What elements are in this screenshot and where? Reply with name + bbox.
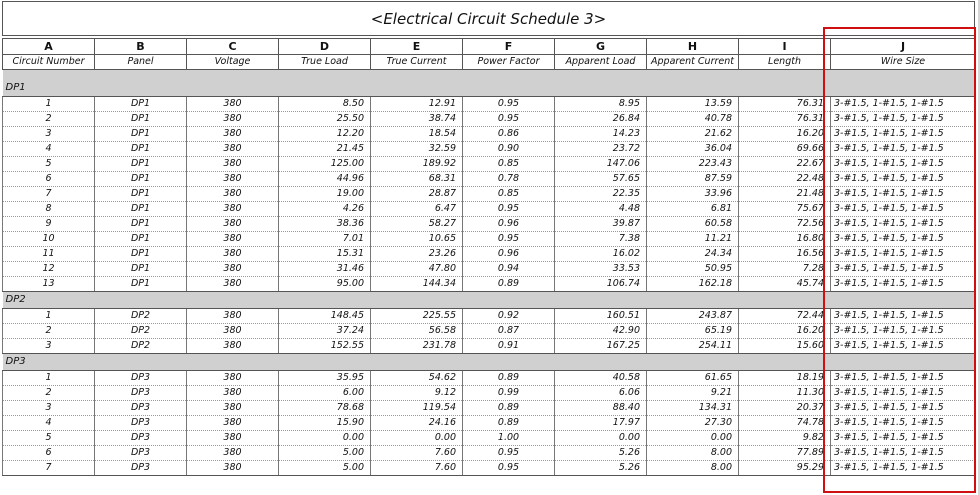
cell-power-factor[interactable]: 0.85	[463, 157, 555, 172]
group-header-dp2[interactable]	[3, 292, 976, 309]
cell-true-current[interactable]: 7.60	[371, 461, 463, 476]
group-label: DP2	[3, 292, 976, 309]
cell-apparent-load[interactable]: 14.23	[555, 127, 647, 142]
cell-apparent-load[interactable]: 160.51	[555, 309, 647, 324]
cell-power-factor[interactable]: 0.91	[463, 339, 555, 354]
cell-wire-size[interactable]: 3-#1.5, 1-#1.5, 1-#1.5	[831, 187, 976, 202]
cell-panel[interactable]: DP1	[95, 202, 187, 217]
cell-panel[interactable]: DP2	[95, 339, 187, 354]
table-row[interactable]	[3, 371, 976, 386]
cell-apparent-current[interactable]: 36.04	[647, 142, 739, 157]
cell-wire-size[interactable]: 3-#1.5, 1-#1.5, 1-#1.5	[831, 324, 976, 339]
cell-panel[interactable]: DP3	[95, 461, 187, 476]
schedule-title: <Electrical Circuit Schedule 3>	[2, 1, 975, 36]
column-letter-f[interactable]: F	[463, 39, 555, 55]
cell-true-current[interactable]: 24.16	[371, 416, 463, 431]
cell-length[interactable]: 9.82	[739, 431, 831, 446]
cell-voltage[interactable]: 380	[187, 217, 279, 232]
cell-wire-size[interactable]: 3-#1.5, 1-#1.5, 1-#1.5	[831, 127, 976, 142]
cell-true-current[interactable]: 119.54	[371, 401, 463, 416]
cell-circuit-number[interactable]: 2	[3, 386, 95, 401]
cell-power-factor[interactable]: 0.85	[463, 187, 555, 202]
header-gap	[3, 70, 976, 80]
cell-panel[interactable]: DP1	[95, 187, 187, 202]
cell-true-load[interactable]: 78.68	[279, 401, 371, 416]
cell-voltage[interactable]: 380	[187, 324, 279, 339]
cell-true-load[interactable]: 15.31	[279, 247, 371, 262]
cell-wire-size[interactable]: 3-#1.5, 1-#1.5, 1-#1.5	[831, 277, 976, 292]
table-row[interactable]	[3, 97, 976, 112]
cell-circuit-number[interactable]: 1	[3, 97, 95, 112]
table-row[interactable]	[3, 446, 976, 461]
cell-apparent-load[interactable]: 5.26	[555, 446, 647, 461]
cell-true-load[interactable]: 6.00	[279, 386, 371, 401]
cell-power-factor[interactable]: 0.89	[463, 416, 555, 431]
cell-panel[interactable]: DP1	[95, 127, 187, 142]
cell-wire-size[interactable]: 3-#1.5, 1-#1.5, 1-#1.5	[831, 461, 976, 476]
cell-power-factor[interactable]: 0.96	[463, 217, 555, 232]
table-row[interactable]	[3, 172, 976, 187]
cell-wire-size[interactable]: 3-#1.5, 1-#1.5, 1-#1.5	[831, 371, 976, 386]
cell-apparent-load[interactable]: 7.38	[555, 232, 647, 247]
cell-power-factor[interactable]: 0.92	[463, 309, 555, 324]
cell-panel[interactable]: DP3	[95, 371, 187, 386]
cell-apparent-current[interactable]: 27.30	[647, 416, 739, 431]
cell-true-load[interactable]: 95.00	[279, 277, 371, 292]
cell-voltage[interactable]: 380	[187, 97, 279, 112]
table-row[interactable]	[3, 217, 976, 232]
cell-apparent-current[interactable]: 21.62	[647, 127, 739, 142]
cell-length[interactable]: 16.80	[739, 232, 831, 247]
cell-apparent-current[interactable]: 254.11	[647, 339, 739, 354]
cell-wire-size[interactable]: 3-#1.5, 1-#1.5, 1-#1.5	[831, 386, 976, 401]
cell-length[interactable]: 75.67	[739, 202, 831, 217]
column-letter-h[interactable]: H	[647, 39, 739, 55]
cell-power-factor[interactable]: 0.95	[463, 202, 555, 217]
cell-apparent-load[interactable]: 106.74	[555, 277, 647, 292]
cell-true-load[interactable]: 15.90	[279, 416, 371, 431]
table-row[interactable]	[3, 309, 976, 324]
cell-true-load[interactable]: 0.00	[279, 431, 371, 446]
cell-length[interactable]: 21.48	[739, 187, 831, 202]
cell-length[interactable]: 77.89	[739, 446, 831, 461]
table-row[interactable]	[3, 401, 976, 416]
table-row[interactable]	[3, 339, 976, 354]
cell-true-load[interactable]: 12.20	[279, 127, 371, 142]
column-letter-j[interactable]: J	[831, 39, 976, 55]
cell-length[interactable]: 16.20	[739, 324, 831, 339]
cell-circuit-number[interactable]: 2	[3, 112, 95, 127]
cell-apparent-current[interactable]: 9.21	[647, 386, 739, 401]
cell-circuit-number[interactable]: 3	[3, 401, 95, 416]
column-header[interactable]: Apparent Current	[647, 55, 739, 70]
cell-length[interactable]: 76.31	[739, 97, 831, 112]
cell-apparent-load[interactable]: 39.87	[555, 217, 647, 232]
table-row[interactable]	[3, 247, 976, 262]
cell-voltage[interactable]: 380	[187, 277, 279, 292]
cell-apparent-current[interactable]: 61.65	[647, 371, 739, 386]
schedule-table	[2, 38, 976, 476]
cell-voltage[interactable]: 380	[187, 247, 279, 262]
cell-circuit-number[interactable]: 13	[3, 277, 95, 292]
cell-power-factor[interactable]: 0.95	[463, 112, 555, 127]
cell-length[interactable]: 72.56	[739, 217, 831, 232]
cell-power-factor[interactable]: 0.90	[463, 142, 555, 157]
cell-circuit-number[interactable]: 3	[3, 127, 95, 142]
cell-length[interactable]: 74.78	[739, 416, 831, 431]
cell-apparent-current[interactable]: 65.19	[647, 324, 739, 339]
cell-true-current[interactable]: 231.78	[371, 339, 463, 354]
cell-length[interactable]: 16.20	[739, 127, 831, 142]
cell-circuit-number[interactable]: 9	[3, 217, 95, 232]
cell-circuit-number[interactable]: 3	[3, 339, 95, 354]
cell-apparent-current[interactable]: 223.43	[647, 157, 739, 172]
cell-true-current[interactable]: 38.74	[371, 112, 463, 127]
cell-true-current[interactable]: 18.54	[371, 127, 463, 142]
cell-true-load[interactable]: 21.45	[279, 142, 371, 157]
cell-true-load[interactable]: 35.95	[279, 371, 371, 386]
column-letter-b[interactable]: B	[95, 39, 187, 55]
cell-circuit-number[interactable]: 2	[3, 324, 95, 339]
table-row[interactable]	[3, 416, 976, 431]
cell-panel[interactable]: DP3	[95, 386, 187, 401]
table-row[interactable]	[3, 324, 976, 339]
group-header-dp3[interactable]	[3, 354, 976, 371]
cell-wire-size[interactable]: 3-#1.5, 1-#1.5, 1-#1.5	[831, 262, 976, 277]
cell-panel[interactable]: DP1	[95, 97, 187, 112]
column-header[interactable]: Power Factor	[463, 55, 555, 70]
cell-apparent-load[interactable]: 42.90	[555, 324, 647, 339]
column-letter-i[interactable]: I	[739, 39, 831, 55]
cell-apparent-current[interactable]: 8.00	[647, 461, 739, 476]
table-row[interactable]	[3, 461, 976, 476]
cell-voltage[interactable]: 380	[187, 112, 279, 127]
cell-power-factor[interactable]: 0.99	[463, 386, 555, 401]
cell-power-factor[interactable]: 1.00	[463, 431, 555, 446]
cell-true-current[interactable]: 6.47	[371, 202, 463, 217]
cell-length[interactable]: 15.60	[739, 339, 831, 354]
cell-apparent-current[interactable]: 60.58	[647, 217, 739, 232]
column-header[interactable]: True Load	[279, 55, 371, 70]
group-label: DP3	[3, 354, 976, 371]
table-row[interactable]	[3, 187, 976, 202]
cell-true-load[interactable]: 25.50	[279, 112, 371, 127]
column-header[interactable]: True Current	[371, 55, 463, 70]
cell-circuit-number[interactable]: 7	[3, 187, 95, 202]
cell-panel[interactable]: DP1	[95, 142, 187, 157]
group-label: DP1	[3, 80, 976, 97]
cell-apparent-load[interactable]: 26.84	[555, 112, 647, 127]
cell-power-factor[interactable]: 0.95	[463, 446, 555, 461]
table-row[interactable]	[3, 386, 976, 401]
cell-circuit-number[interactable]: 11	[3, 247, 95, 262]
cell-power-factor[interactable]: 0.86	[463, 127, 555, 142]
column-header[interactable]: Circuit Number	[3, 55, 95, 70]
column-letter-c[interactable]: C	[187, 39, 279, 55]
cell-voltage[interactable]: 380	[187, 371, 279, 386]
cell-panel[interactable]: DP1	[95, 157, 187, 172]
cell-apparent-load[interactable]: 8.95	[555, 97, 647, 112]
cell-power-factor[interactable]: 0.95	[463, 97, 555, 112]
cell-circuit-number[interactable]: 6	[3, 446, 95, 461]
cell-apparent-current[interactable]: 162.18	[647, 277, 739, 292]
cell-true-current[interactable]: 54.62	[371, 371, 463, 386]
cell-apparent-load[interactable]: 17.97	[555, 416, 647, 431]
cell-apparent-load[interactable]: 6.06	[555, 386, 647, 401]
group-header-dp1[interactable]	[3, 80, 976, 97]
cell-true-current[interactable]: 0.00	[371, 431, 463, 446]
cell-apparent-current[interactable]: 6.81	[647, 202, 739, 217]
cell-circuit-number[interactable]: 10	[3, 232, 95, 247]
cell-circuit-number[interactable]: 6	[3, 172, 95, 187]
cell-true-current[interactable]: 68.31	[371, 172, 463, 187]
cell-panel[interactable]: DP1	[95, 247, 187, 262]
cell-true-load[interactable]: 148.45	[279, 309, 371, 324]
table-row[interactable]	[3, 277, 976, 292]
cell-apparent-current[interactable]: 40.78	[647, 112, 739, 127]
cell-length[interactable]: 22.67	[739, 157, 831, 172]
table-row[interactable]	[3, 127, 976, 142]
cell-panel[interactable]: DP1	[95, 217, 187, 232]
column-header-row	[3, 55, 976, 70]
cell-power-factor[interactable]: 0.78	[463, 172, 555, 187]
cell-length[interactable]: 22.48	[739, 172, 831, 187]
cell-apparent-load[interactable]: 167.25	[555, 339, 647, 354]
cell-true-load[interactable]: 19.00	[279, 187, 371, 202]
cell-apparent-current[interactable]: 87.59	[647, 172, 739, 187]
cell-apparent-load[interactable]: 40.58	[555, 371, 647, 386]
cell-true-current[interactable]: 23.26	[371, 247, 463, 262]
cell-voltage[interactable]: 380	[187, 142, 279, 157]
cell-true-current[interactable]: 9.12	[371, 386, 463, 401]
cell-apparent-load[interactable]: 57.65	[555, 172, 647, 187]
cell-panel[interactable]: DP1	[95, 172, 187, 187]
cell-voltage[interactable]: 380	[187, 232, 279, 247]
cell-true-current[interactable]: 12.91	[371, 97, 463, 112]
table-row[interactable]	[3, 157, 976, 172]
cell-circuit-number[interactable]: 5	[3, 157, 95, 172]
cell-voltage[interactable]: 380	[187, 461, 279, 476]
cell-apparent-load[interactable]: 88.40	[555, 401, 647, 416]
cell-true-load[interactable]: 4.26	[279, 202, 371, 217]
cell-apparent-load[interactable]: 5.26	[555, 461, 647, 476]
cell-wire-size[interactable]: 3-#1.5, 1-#1.5, 1-#1.5	[831, 309, 976, 324]
cell-length[interactable]: 11.30	[739, 386, 831, 401]
cell-length[interactable]: 20.37	[739, 401, 831, 416]
cell-wire-size[interactable]: 3-#1.5, 1-#1.5, 1-#1.5	[831, 401, 976, 416]
cell-apparent-current[interactable]: 13.59	[647, 97, 739, 112]
cell-power-factor[interactable]: 0.89	[463, 371, 555, 386]
cell-panel[interactable]: DP2	[95, 324, 187, 339]
column-header[interactable]: Apparent Load	[555, 55, 647, 70]
column-letter-e[interactable]: E	[371, 39, 463, 55]
cell-length[interactable]: 72.44	[739, 309, 831, 324]
cell-circuit-number[interactable]: 4	[3, 142, 95, 157]
cell-true-current[interactable]: 225.55	[371, 309, 463, 324]
table-row[interactable]	[3, 202, 976, 217]
cell-length[interactable]: 7.28	[739, 262, 831, 277]
cell-voltage[interactable]: 380	[187, 386, 279, 401]
cell-true-load[interactable]: 5.00	[279, 461, 371, 476]
cell-true-load[interactable]: 125.00	[279, 157, 371, 172]
cell-apparent-load[interactable]: 22.35	[555, 187, 647, 202]
cell-circuit-number[interactable]: 1	[3, 371, 95, 386]
cell-wire-size[interactable]: 3-#1.5, 1-#1.5, 1-#1.5	[831, 247, 976, 262]
cell-true-current[interactable]: 144.34	[371, 277, 463, 292]
cell-power-factor[interactable]: 0.94	[463, 262, 555, 277]
cell-power-factor[interactable]: 0.89	[463, 401, 555, 416]
cell-wire-size[interactable]: 3-#1.5, 1-#1.5, 1-#1.5	[831, 232, 976, 247]
cell-circuit-number[interactable]: 4	[3, 416, 95, 431]
cell-wire-size[interactable]: 3-#1.5, 1-#1.5, 1-#1.5	[831, 431, 976, 446]
cell-true-current[interactable]: 32.59	[371, 142, 463, 157]
table-row[interactable]	[3, 232, 976, 247]
cell-wire-size[interactable]: 3-#1.5, 1-#1.5, 1-#1.5	[831, 157, 976, 172]
cell-voltage[interactable]: 380	[187, 309, 279, 324]
column-letter-g[interactable]: G	[555, 39, 647, 55]
cell-apparent-current[interactable]: 24.34	[647, 247, 739, 262]
cell-power-factor[interactable]: 0.87	[463, 324, 555, 339]
cell-true-load[interactable]: 31.46	[279, 262, 371, 277]
cell-wire-size[interactable]: 3-#1.5, 1-#1.5, 1-#1.5	[831, 339, 976, 354]
cell-true-current[interactable]: 56.58	[371, 324, 463, 339]
cell-true-load[interactable]: 38.36	[279, 217, 371, 232]
cell-voltage[interactable]: 380	[187, 157, 279, 172]
cell-true-load[interactable]: 44.96	[279, 172, 371, 187]
cell-voltage[interactable]: 380	[187, 339, 279, 354]
cell-apparent-current[interactable]: 243.87	[647, 309, 739, 324]
column-header[interactable]: Wire Size	[831, 55, 976, 70]
cell-true-current[interactable]: 189.92	[371, 157, 463, 172]
cell-wire-size[interactable]: 3-#1.5, 1-#1.5, 1-#1.5	[831, 112, 976, 127]
cell-panel[interactable]: DP3	[95, 416, 187, 431]
cell-voltage[interactable]: 380	[187, 446, 279, 461]
cell-true-load[interactable]: 152.55	[279, 339, 371, 354]
cell-true-load[interactable]: 8.50	[279, 97, 371, 112]
cell-power-factor[interactable]: 0.95	[463, 461, 555, 476]
cell-power-factor[interactable]: 0.95	[463, 232, 555, 247]
column-header[interactable]: Length	[739, 55, 831, 70]
cell-circuit-number[interactable]: 7	[3, 461, 95, 476]
cell-apparent-load[interactable]: 4.48	[555, 202, 647, 217]
cell-panel[interactable]: DP3	[95, 446, 187, 461]
cell-circuit-number[interactable]: 12	[3, 262, 95, 277]
cell-wire-size[interactable]: 3-#1.5, 1-#1.5, 1-#1.5	[831, 142, 976, 157]
cell-wire-size[interactable]: 3-#1.5, 1-#1.5, 1-#1.5	[831, 97, 976, 112]
cell-length[interactable]: 69.66	[739, 142, 831, 157]
cell-power-factor[interactable]: 0.89	[463, 277, 555, 292]
cell-panel[interactable]: DP1	[95, 232, 187, 247]
cell-panel[interactable]: DP1	[95, 262, 187, 277]
cell-apparent-current[interactable]: 134.31	[647, 401, 739, 416]
column-letter-a[interactable]: A	[3, 39, 95, 55]
cell-panel[interactable]: DP3	[95, 431, 187, 446]
cell-voltage[interactable]: 380	[187, 172, 279, 187]
cell-apparent-load[interactable]: 0.00	[555, 431, 647, 446]
table-row[interactable]	[3, 112, 976, 127]
cell-panel[interactable]: DP1	[95, 277, 187, 292]
cell-voltage[interactable]: 380	[187, 416, 279, 431]
cell-true-load[interactable]: 5.00	[279, 446, 371, 461]
cell-power-factor[interactable]: 0.96	[463, 247, 555, 262]
cell-true-load[interactable]: 37.24	[279, 324, 371, 339]
cell-voltage[interactable]: 380	[187, 431, 279, 446]
cell-voltage[interactable]: 380	[187, 127, 279, 142]
table-row[interactable]	[3, 262, 976, 277]
cell-voltage[interactable]: 380	[187, 401, 279, 416]
cell-apparent-current[interactable]: 33.96	[647, 187, 739, 202]
cell-wire-size[interactable]: 3-#1.5, 1-#1.5, 1-#1.5	[831, 202, 976, 217]
cell-circuit-number[interactable]: 5	[3, 431, 95, 446]
column-header[interactable]: Panel	[95, 55, 187, 70]
column-header[interactable]: Voltage	[187, 55, 279, 70]
cell-length[interactable]: 18.19	[739, 371, 831, 386]
cell-apparent-load[interactable]: 147.06	[555, 157, 647, 172]
cell-wire-size[interactable]: 3-#1.5, 1-#1.5, 1-#1.5	[831, 172, 976, 187]
cell-panel[interactable]: DP2	[95, 309, 187, 324]
column-letter-row	[3, 39, 976, 55]
cell-length[interactable]: 76.31	[739, 112, 831, 127]
cell-true-current[interactable]: 28.87	[371, 187, 463, 202]
cell-true-current[interactable]: 10.65	[371, 232, 463, 247]
cell-apparent-load[interactable]: 33.53	[555, 262, 647, 277]
cell-apparent-load[interactable]: 16.02	[555, 247, 647, 262]
cell-true-current[interactable]: 47.80	[371, 262, 463, 277]
cell-apparent-current[interactable]: 50.95	[647, 262, 739, 277]
cell-true-current[interactable]: 7.60	[371, 446, 463, 461]
cell-length[interactable]: 16.56	[739, 247, 831, 262]
cell-true-current[interactable]: 58.27	[371, 217, 463, 232]
cell-circuit-number[interactable]: 1	[3, 309, 95, 324]
cell-apparent-current[interactable]: 11.21	[647, 232, 739, 247]
cell-panel[interactable]: DP3	[95, 401, 187, 416]
cell-voltage[interactable]: 380	[187, 262, 279, 277]
table-row[interactable]	[3, 142, 976, 157]
cell-apparent-current[interactable]: 0.00	[647, 431, 739, 446]
table-row[interactable]	[3, 431, 976, 446]
cell-length[interactable]: 45.74	[739, 277, 831, 292]
cell-voltage[interactable]: 380	[187, 202, 279, 217]
cell-wire-size[interactable]: 3-#1.5, 1-#1.5, 1-#1.5	[831, 217, 976, 232]
cell-panel[interactable]: DP1	[95, 112, 187, 127]
cell-wire-size[interactable]: 3-#1.5, 1-#1.5, 1-#1.5	[831, 416, 976, 431]
cell-true-load[interactable]: 7.01	[279, 232, 371, 247]
column-letter-d[interactable]: D	[279, 39, 371, 55]
cell-circuit-number[interactable]: 8	[3, 202, 95, 217]
cell-apparent-current[interactable]: 8.00	[647, 446, 739, 461]
cell-length[interactable]: 95.29	[739, 461, 831, 476]
cell-voltage[interactable]: 380	[187, 187, 279, 202]
cell-wire-size[interactable]: 3-#1.5, 1-#1.5, 1-#1.5	[831, 446, 976, 461]
cell-apparent-load[interactable]: 23.72	[555, 142, 647, 157]
